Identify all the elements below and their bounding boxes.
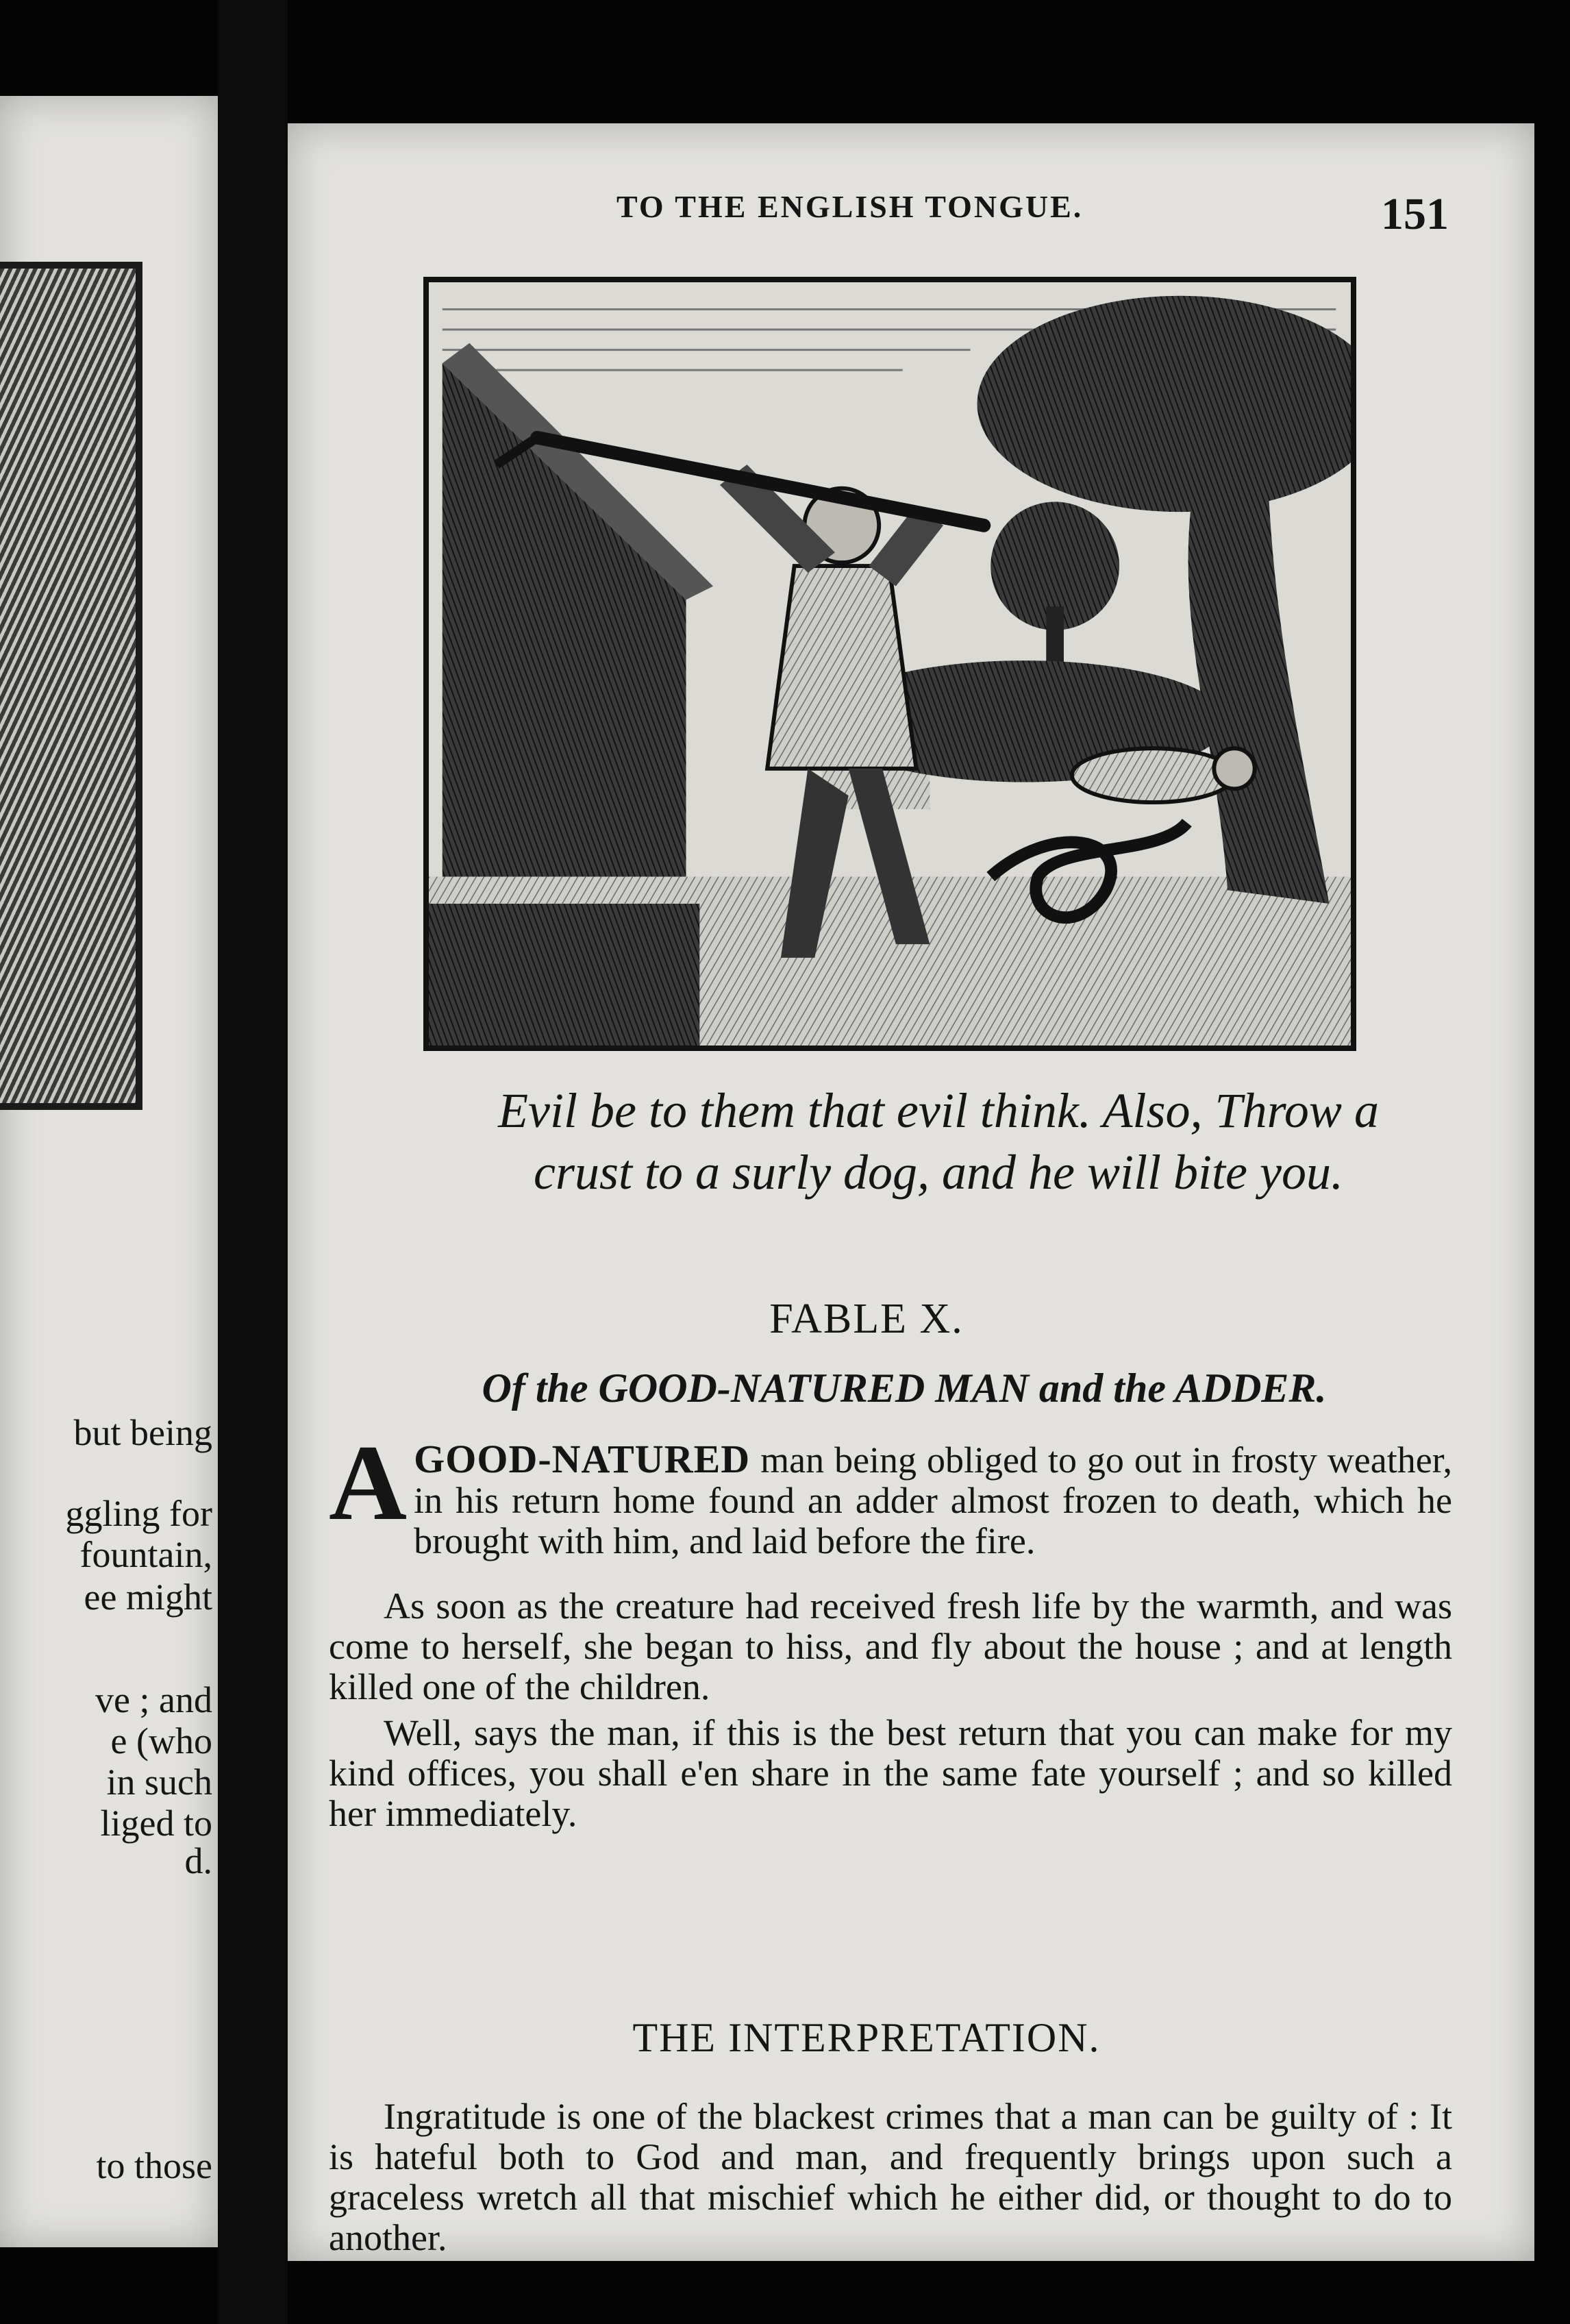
- left-line: to those: [96, 2145, 212, 2186]
- fable-title: FABLE X.: [769, 1296, 964, 1342]
- left-line: e (who: [110, 1720, 212, 1761]
- left-line: d.: [184, 1840, 212, 1881]
- fable-paragraph-1: [329, 1423, 1452, 1561]
- motto-line-1: Evil be to them that evil think. Also, Throw a: [498, 1083, 1379, 1138]
- left-line: fountain,: [79, 1534, 212, 1575]
- left-line: ee might: [84, 1577, 212, 1618]
- page-number: 151: [1381, 189, 1449, 239]
- motto-line-2: crust to a surly dog, and he will bite you.: [534, 1145, 1343, 1200]
- left-line: but being: [73, 1412, 212, 1453]
- left-page-illustration: [0, 262, 142, 1110]
- left-line: in such: [106, 1761, 212, 1803]
- running-head: TO THE ENGLISH TONGUE.: [616, 189, 1084, 224]
- fable-paragraph-3: Well, says the man, if this is the best return that you can make for my kind offices, you shall e'en share in the same fate yourself ; and so killed her immediately.: [329, 1712, 1452, 1834]
- lead-words: GOOD-NATURED: [414, 1437, 751, 1481]
- interpretation-text: Ingratitude is one of the blackest crimes that a man can be guilty of : It is hateful both to God and man, and frequently brings upon such a graceless wretch all that mischief which he either did, or thought to do to another.: [329, 2096, 1452, 2258]
- right-page: [288, 123, 1534, 2261]
- woodcut-illustration: [423, 277, 1356, 1051]
- book-gutter: [218, 0, 288, 2324]
- left-page: [0, 96, 218, 2247]
- woodcut-scene: [429, 282, 1351, 1046]
- left-line: ggling for: [65, 1493, 212, 1534]
- drop-cap: A: [329, 1423, 408, 1543]
- paragraph-1-text: man being obliged to go out in frosty weather, in his return home found an adder almost frozen to death, which he brought with him, and laid before the fire.: [414, 1439, 1452, 1561]
- interpretation-title: THE INTERPRETATION.: [632, 2015, 1101, 2060]
- left-line: ve ; and: [95, 1679, 212, 1720]
- fable-paragraph-2: As soon as the creature had received fresh life by the warmth, and was come to herself, she began to hiss, and fly about the house ; and at length killed one of the children.: [329, 1585, 1452, 1707]
- fable-subtitle: Of the GOOD-NATURED MAN and the ADDER.: [482, 1365, 1327, 1411]
- left-line: liged to: [100, 1803, 212, 1844]
